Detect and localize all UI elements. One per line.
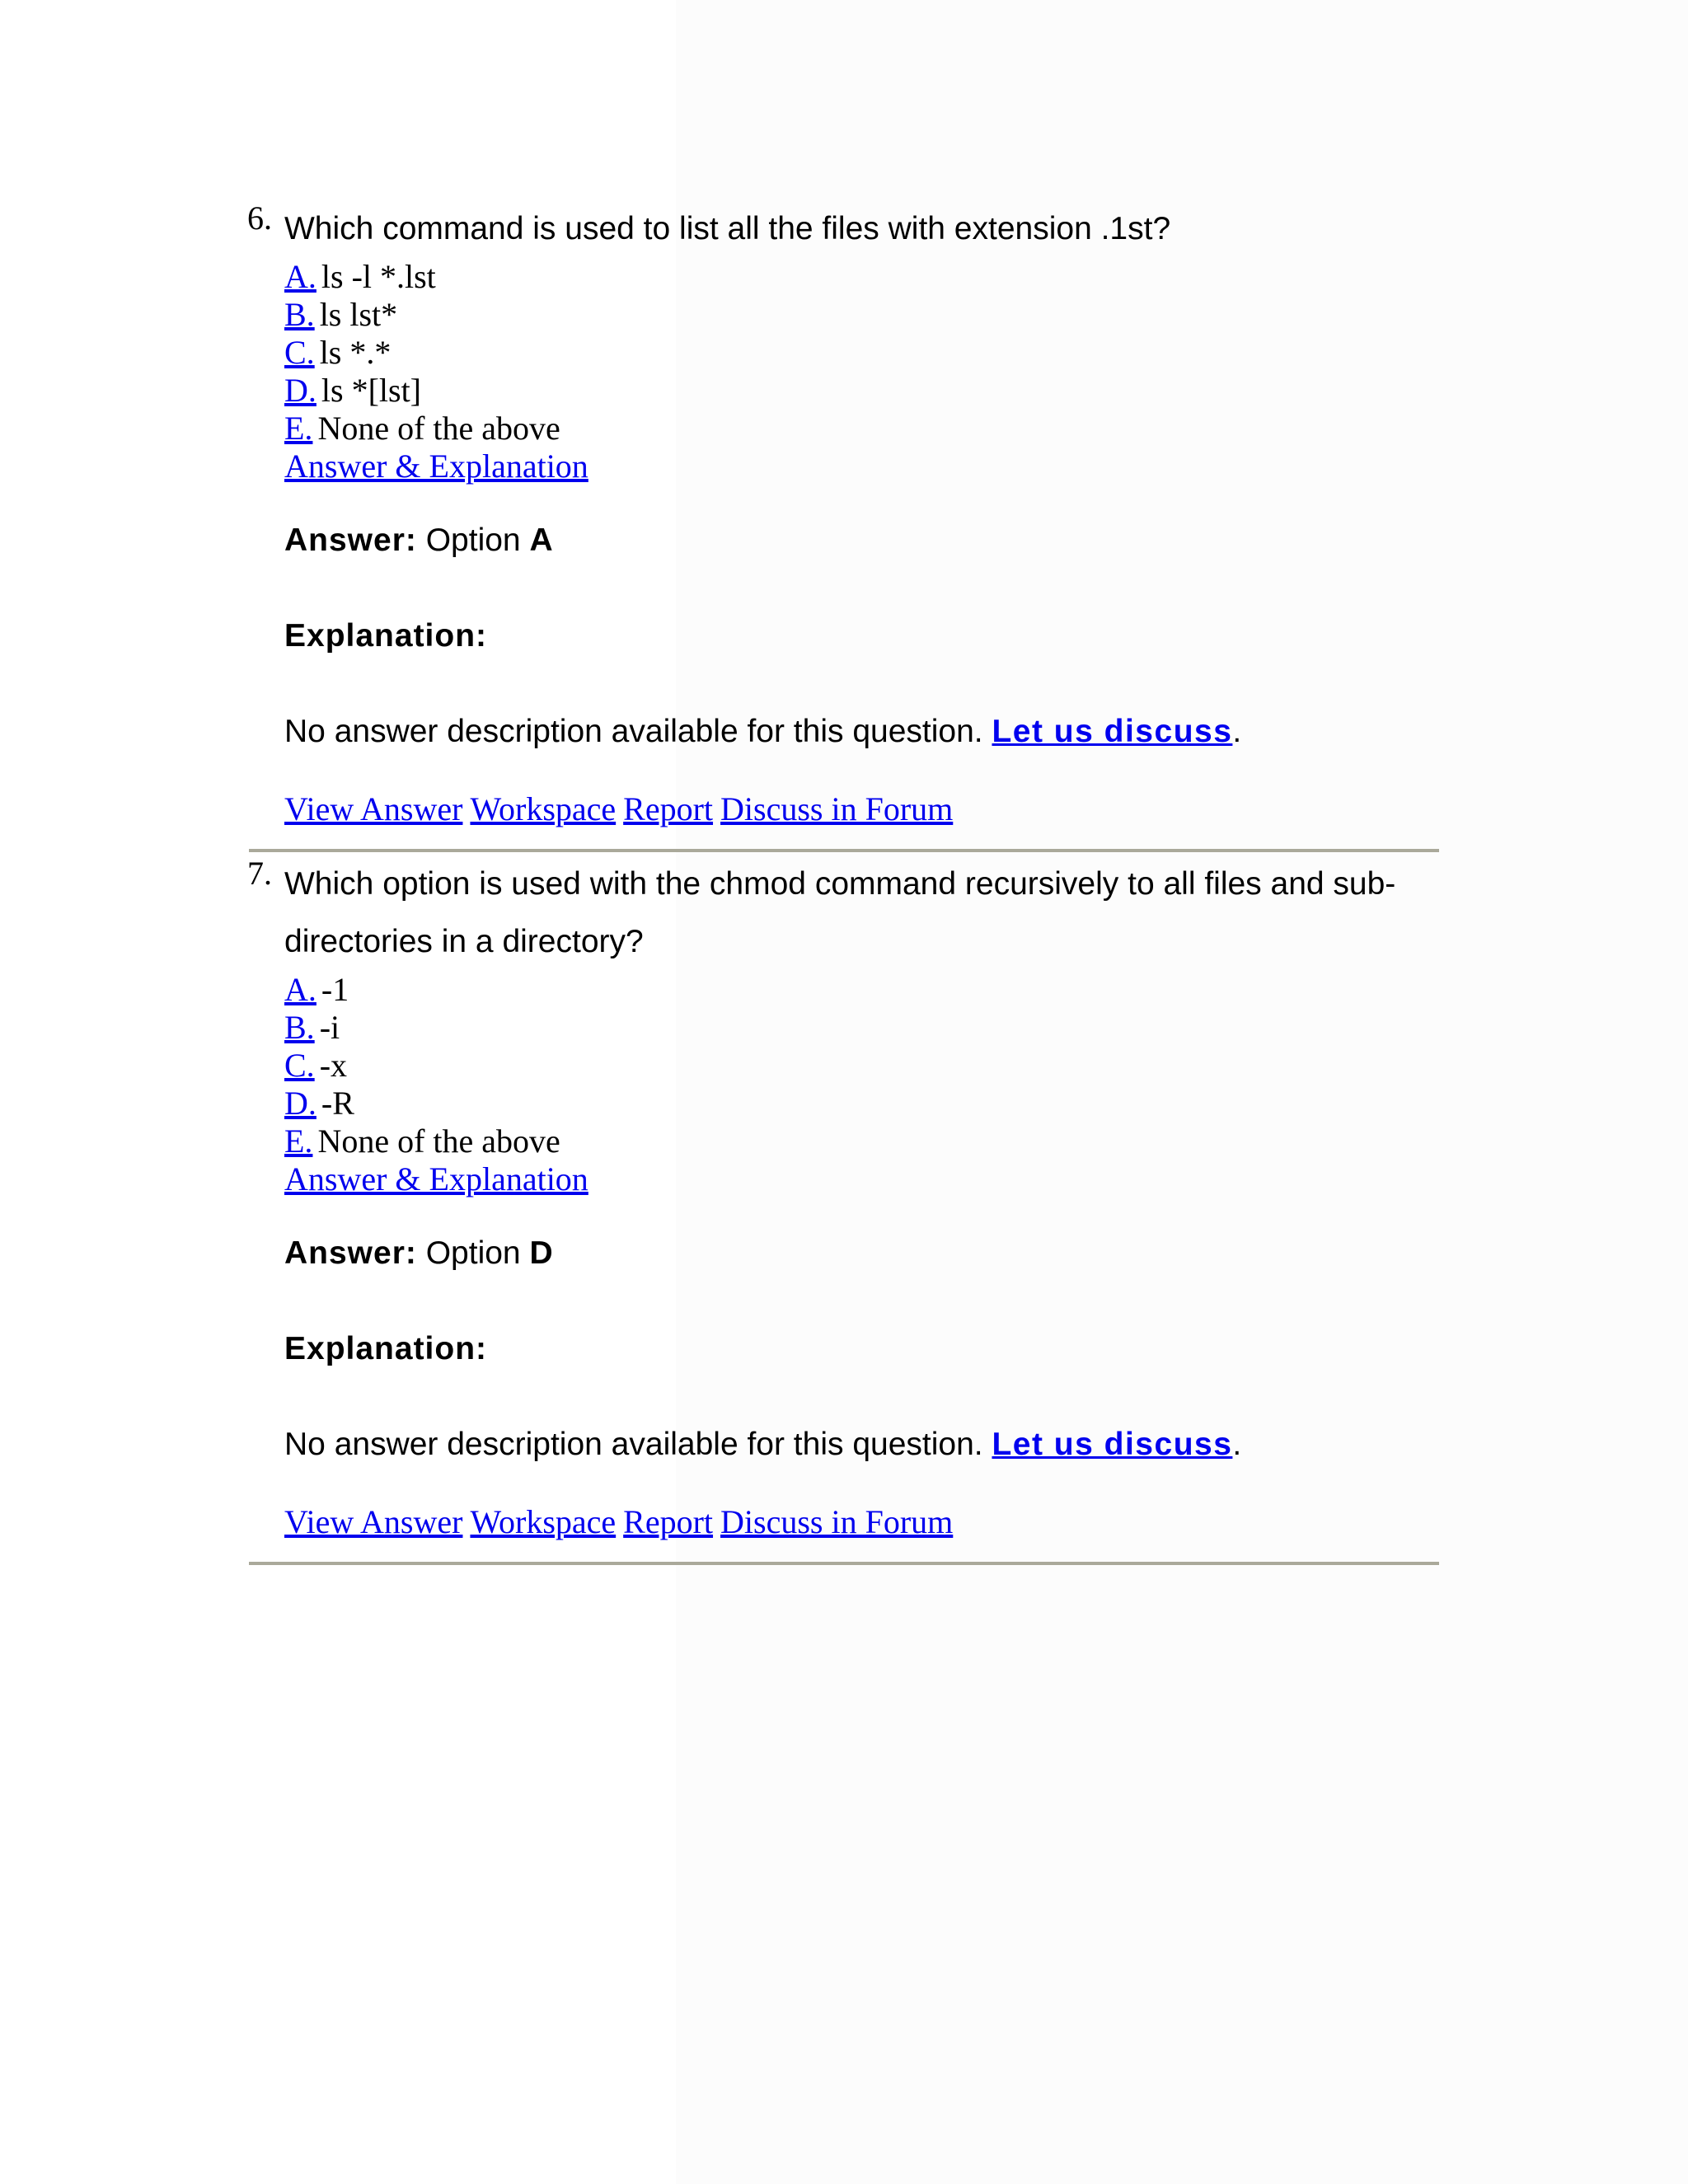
option-e-link[interactable]: E. <box>284 410 313 447</box>
option-a-text: ls -l *.lst <box>321 258 436 295</box>
option-e <box>284 1122 1438 1160</box>
option-e-link[interactable]: E. <box>284 1122 313 1160</box>
explanation-text: No answer description available for this question. <box>284 1427 983 1462</box>
answer-line <box>284 1235 1438 1272</box>
options-list <box>284 971 1438 1160</box>
explanation-text-line <box>284 713 1438 751</box>
answer-prefix: Option <box>425 523 521 558</box>
option-b-link[interactable]: B. <box>284 1009 315 1046</box>
option-d-link[interactable]: D. <box>284 372 316 409</box>
let-us-discuss-link[interactable]: Let us discuss <box>992 1427 1233 1462</box>
explanation-heading: Explanation: <box>284 618 488 654</box>
view-answer-link[interactable]: View Answer <box>284 790 463 827</box>
question-body <box>284 866 1438 1541</box>
option-a-link[interactable]: A. <box>284 971 316 1008</box>
report-link[interactable]: Report <box>623 790 714 827</box>
answer-label: Answer: <box>284 1235 417 1271</box>
answer-value: D <box>529 1235 553 1271</box>
explanation-suffix: . <box>1232 714 1242 749</box>
question-footer-links <box>284 1503 1438 1541</box>
option-e-text: None of the above <box>317 410 560 447</box>
option-a <box>284 258 1438 296</box>
question-number: 6. <box>247 199 272 237</box>
answer-prefix: Option <box>425 1235 521 1271</box>
option-d <box>284 372 1438 410</box>
explanation-suffix: . <box>1232 1427 1242 1462</box>
question-footer-links <box>284 790 1438 828</box>
option-e-text: None of the above <box>317 1122 560 1160</box>
question-divider <box>249 1562 1439 1565</box>
option-d-text: ls *[lst] <box>321 372 422 409</box>
options-list <box>284 258 1438 448</box>
option-a-text: -1 <box>321 971 349 1008</box>
let-us-discuss-link[interactable]: Let us discuss <box>992 714 1233 749</box>
question-divider <box>249 849 1439 852</box>
option-c <box>284 334 1438 372</box>
option-b <box>284 1009 1438 1047</box>
option-c <box>284 1047 1438 1085</box>
workspace-link[interactable]: Workspace <box>470 1503 617 1540</box>
question-text: Which option is used with the chmod command recursively to all files and sub-directories in a directory? <box>284 866 1396 959</box>
option-e <box>284 410 1438 448</box>
explanation-heading: Explanation: <box>284 1331 488 1366</box>
option-d-link[interactable]: D. <box>284 1085 316 1122</box>
option-c-text: -x <box>319 1047 348 1084</box>
answer-line <box>284 522 1438 560</box>
option-c-text: ls *.* <box>319 334 392 371</box>
option-c-link[interactable]: C. <box>284 1047 315 1084</box>
explanation-text: No answer description available for this question. <box>284 714 983 749</box>
answer-explanation-link[interactable]: Answer & Explanation <box>284 1160 588 1197</box>
answer-value: A <box>529 523 553 558</box>
discuss-in-forum-link[interactable]: Discuss in Forum <box>720 790 954 827</box>
option-b-link[interactable]: B. <box>284 296 315 333</box>
option-d <box>284 1085 1438 1122</box>
question-body <box>284 213 1438 828</box>
option-a <box>284 971 1438 1009</box>
discuss-in-forum-link[interactable]: Discuss in Forum <box>720 1503 954 1540</box>
workspace-link[interactable]: Workspace <box>470 790 617 827</box>
answer-label: Answer: <box>284 523 417 558</box>
question-text: Which command is used to list all the files with extension .1st? <box>284 211 1171 246</box>
answer-explanation-link[interactable]: Answer & Explanation <box>284 448 588 485</box>
explanation-text-line <box>284 1426 1438 1464</box>
option-b-text: ls lst* <box>319 296 398 333</box>
option-b <box>284 296 1438 334</box>
question-number: 7. <box>247 855 272 892</box>
option-c-link[interactable]: C. <box>284 334 315 371</box>
option-a-link[interactable]: A. <box>284 258 316 295</box>
option-d-text: -R <box>321 1085 354 1122</box>
option-b-text: -i <box>319 1009 340 1046</box>
report-link[interactable]: Report <box>623 1503 714 1540</box>
view-answer-link[interactable]: View Answer <box>284 1503 463 1540</box>
